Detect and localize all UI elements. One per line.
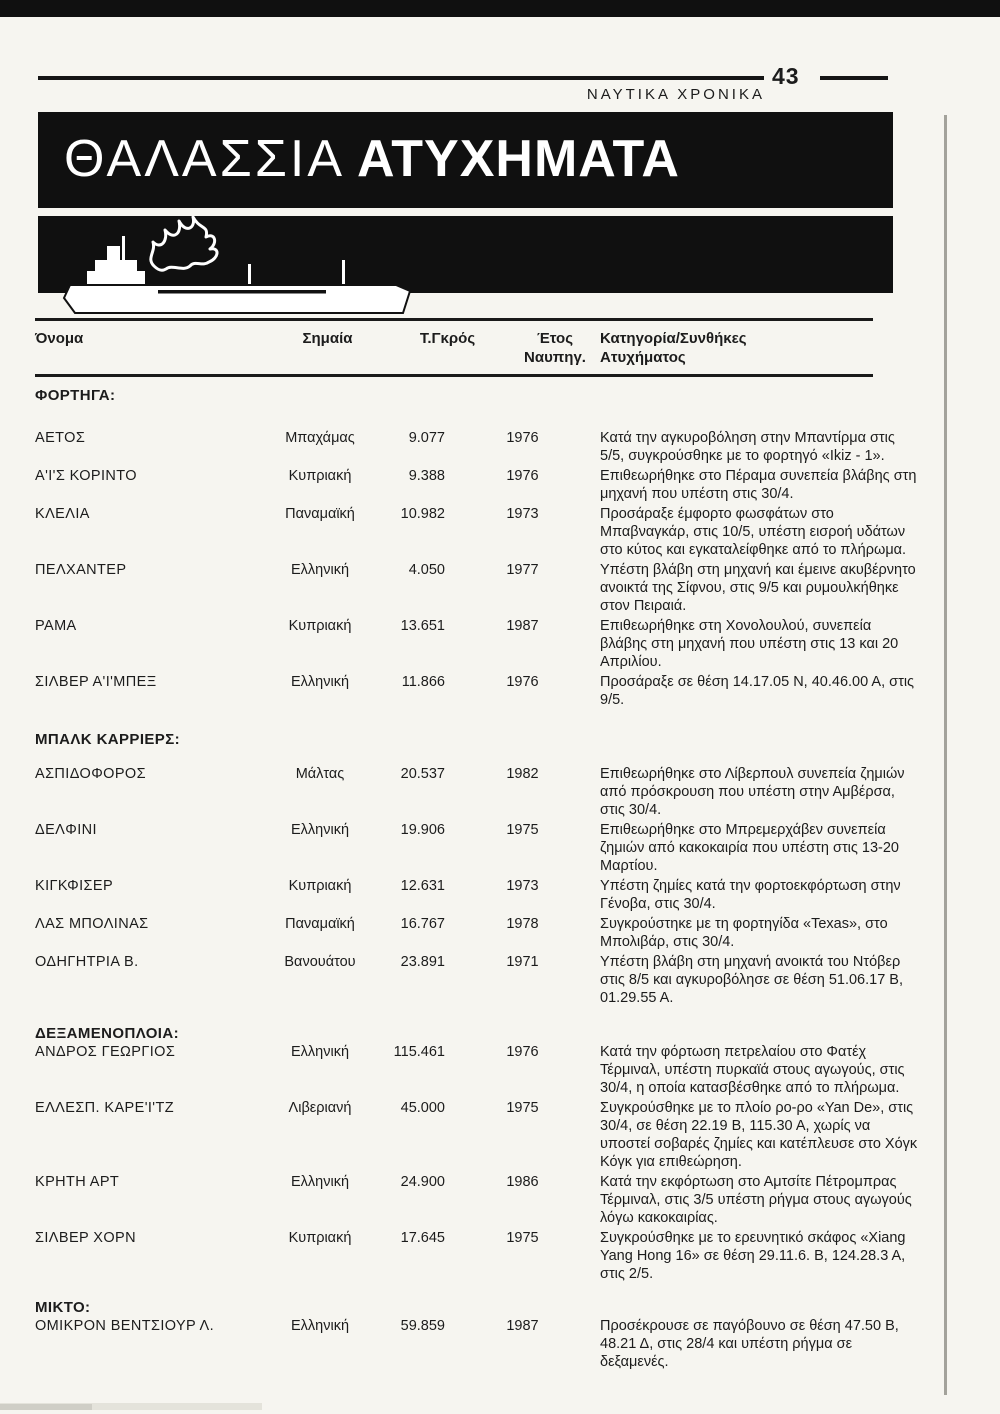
col-header-gross: Τ.Γκρός	[419, 330, 476, 347]
burning-tanker-silhouette-icon	[58, 210, 438, 322]
ship-flag: Παναμαϊκή	[285, 916, 355, 932]
ship-flag: Κυπριακή	[288, 878, 352, 894]
ship-gross-tonnage: 9.077	[408, 430, 445, 446]
header-rule-left	[38, 76, 764, 80]
ship-name: ΠΕΛΧΑΝΤΕΡ	[35, 562, 127, 578]
ship-row	[35, 505, 930, 559]
ship-gross-tonnage: 19.906	[400, 822, 445, 838]
accident-description: Επιθεωρήθηκε στη Χονολουλού, συνεπεία βλάβης στη μηχανή που υπέστη στις 13 και 20 Απριλίου.	[600, 618, 899, 670]
section-label: ΜΙΚΤΟ:	[35, 1299, 91, 1316]
ship-year-built: 1987	[506, 1318, 539, 1334]
scan-fold-line	[944, 115, 947, 1395]
ship-year-built: 1973	[506, 506, 539, 522]
ship-row	[35, 1043, 930, 1097]
ship-year-built: 1987	[506, 618, 539, 634]
ship-year-built: 1975	[506, 1100, 539, 1116]
banner-title	[64, 129, 680, 189]
ship-year-built: 1982	[506, 766, 539, 782]
ship-name: ΕΛΛΕΣΠ. ΚΑΡΕ'Ι'ΤΖ	[35, 1100, 174, 1116]
ship-year-built: 1978	[506, 916, 539, 932]
ship-flag: Ελληνική	[290, 822, 350, 838]
ship-name: ΟΜΙΚΡΟΝ ΒΕΝΤΣΙΟΥΡ Λ.	[35, 1318, 215, 1334]
accident-description: Συγκρούσθηκε με το πλοίο ρο-ρο «Yan De», στις 30/4, σε θέση 22.19 Β, 115.30 Α, χωρίς να υποστεί σοβαρές ζημίες και κατέπλευσε στο Χόγκ Κόγκ για επιθεώρηση.	[600, 1100, 918, 1170]
banner-title-bold: ΑΤΥΧΗΜΑΤΑ	[357, 130, 680, 188]
table-rule-mid	[35, 374, 873, 377]
ship-year-built: 1973	[506, 878, 539, 894]
ship-flag: Κυπριακή	[288, 1230, 352, 1246]
col-header-year	[510, 329, 600, 367]
section-label: ΦΟΡΤΗΓΑ:	[35, 387, 116, 404]
ship-gross-tonnage: 13.651	[400, 618, 445, 634]
ship-flag: Ελληνική	[290, 1174, 350, 1190]
ship-row	[35, 915, 930, 951]
ship-row	[35, 1317, 930, 1371]
section-label: ΔΕΞΑΜΕΝΟΠΛΟΙΑ:	[35, 1025, 179, 1042]
header-rule-right	[820, 76, 888, 80]
accident-description: Προσάραξε έμφορτο φωσφάτων στο Μπαβναγκάρ, στις 10/5, υπέστη εισροή υδάτων στο κύτος και εγκαταλείφθηκε από το πλήρωμα.	[600, 506, 907, 558]
page-number: 43	[772, 63, 800, 89]
accident-description: Υπέστη βλάβη στη μηχανή και έμεινε ακυβέρνητο ανοικτά της Σίφνου, στις 9/5 και ρυμουλκήθηκε στον Πειραιά.	[600, 562, 916, 614]
ship-row	[35, 673, 930, 709]
ship-year-built: 1975	[506, 1230, 539, 1246]
journal-title: ΝΑΥΤΙΚΑ ΧΡΟΝΙΚΑ	[586, 86, 765, 103]
ship-year-built: 1976	[506, 1044, 539, 1060]
accidents-table	[35, 318, 930, 1373]
ship-name: ΑΕΤΟΣ	[35, 430, 86, 446]
ship-gross-tonnage: 12.631	[400, 878, 445, 894]
ship-flag: Κυπριακή	[288, 468, 352, 484]
ship-row	[35, 765, 930, 819]
ship-flag: Ελληνική	[290, 674, 350, 690]
ship-gross-tonnage: 20.537	[400, 766, 445, 782]
col-header-name: Όνομα	[35, 330, 84, 347]
ship-row	[35, 1173, 930, 1227]
ship-name: ΣΙΛΒΕΡ ΧΟΡΝ	[35, 1230, 136, 1246]
accident-description: Επιθεωρήθηκε στο Λίβερπουλ συνεπεία ζημιών από πρόσκρουση που υπέστη στην Αμβέρσα, στις 30/4.	[600, 766, 905, 818]
ship-name: ΡΑΜΑ	[35, 618, 77, 634]
accident-description: Κατά την εκφόρτωση στο Αμτσίτε Πέτρομπρας Τέρμιναλ, στις 3/5 υπέστη ρήγμα στους αγωγούς λόγω κακοκαιρίας.	[600, 1174, 912, 1226]
col-header-category-line1: Κατηγορία/Συνθήκες	[600, 330, 747, 347]
accident-description: Προσάραξε σε θέση 14.17.05 Ν, 40.46.00 Α, στις 9/5.	[600, 674, 915, 708]
ship-year-built: 1975	[506, 822, 539, 838]
col-header-year-line1: Έτος	[536, 330, 574, 347]
banner-title-light: ΘΑΛΑΣΣΙΑ	[64, 130, 346, 188]
ship-row	[35, 821, 930, 875]
ship-gross-tonnage: 24.900	[400, 1174, 445, 1190]
section-banner	[38, 112, 893, 293]
accident-description: Συγκρούστηκε με τη φορτηγίδα «Texas», στο Μπολιβάρ, στις 30/4.	[600, 916, 888, 950]
accident-description: Κατά την αγκυροβόληση στην Μπαντίρμα στις 5/5, συγκρούσθηκε με το φορτηγό «Ikiz - 1».	[600, 430, 895, 464]
ship-name: ΚΡΗΤΗ ΑΡΤ	[35, 1174, 120, 1190]
ship-name: ΑΝΔΡΟΣ ΓΕΩΡΓΙΟΣ	[35, 1044, 176, 1060]
ship-row	[35, 953, 930, 1007]
section-label: ΜΠΑΛΚ ΚΑΡΡΙΕΡΣ:	[35, 731, 181, 748]
ship-name: ΚΛΕΛΙΑ	[35, 506, 90, 522]
ship-gross-tonnage: 11.866	[401, 674, 445, 690]
ship-gross-tonnage: 16.767	[400, 916, 445, 932]
top-edge-bar	[0, 0, 1000, 17]
ship-flag: Λιβεριανή	[288, 1100, 352, 1116]
accident-description: Υπέστη ζημίες κατά την φορτοεκφόρτωση στην Γένοβα, στις 30/4.	[600, 878, 901, 912]
ship-row	[35, 1099, 930, 1171]
ship-flag: Βανουάτου	[284, 954, 356, 970]
ship-row	[35, 1229, 930, 1283]
ship-name: ΔΕΛΦΙΝΙ	[35, 822, 97, 838]
ship-name: ΑΣΠΙΔΟΦΟΡΟΣ	[35, 766, 146, 782]
ship-gross-tonnage: 4.050	[408, 562, 445, 578]
banner-top-block	[38, 112, 893, 208]
ship-year-built: 1976	[506, 430, 539, 446]
ship-name: Α'Ι'Σ ΚΟΡΙΝΤΟ	[35, 468, 137, 484]
ship-name: ΣΙΛΒΕΡ Α'Ι'ΜΠΕΞ	[35, 674, 157, 690]
bottom-edge-smudge-dark	[0, 1404, 92, 1410]
ship-row	[35, 617, 930, 671]
col-header-category	[600, 329, 930, 367]
ship-gross-tonnage: 17.645	[400, 1230, 445, 1246]
ship-flag: Ελληνική	[290, 562, 350, 578]
ship-gross-tonnage: 59.859	[400, 1318, 445, 1334]
ship-row	[35, 877, 930, 913]
ship-flag: Κυπριακή	[288, 618, 352, 634]
ship-gross-tonnage: 9.388	[408, 468, 445, 484]
accident-description: Επιθεωρήθηκε στο Μπρεμερχάβεν συνεπεία ζημιών από κακοκαιρία που υπέστη στις 13-20 Μαρτίου.	[600, 822, 899, 874]
ship-flag: Παναμαϊκή	[285, 506, 355, 522]
accident-description: Προσέκρουσε σε παγόβουνο σε θέση 47.50 Β, 48.21 Δ, στις 28/4 και υπέστη ρήγμα σε δεξαμενές.	[600, 1318, 899, 1370]
ship-gross-tonnage: 10.982	[400, 506, 445, 522]
ship-flag: Μάλτας	[295, 766, 345, 782]
accident-description: Κατά την φόρτωση πετρελαίου στο Φατέχ Τέρμιναλ, υπέστη πυρκαϊά στους αγωγούς, στις 30/4, η οποία κατασβέσθηκε από το πλήρωμα.	[600, 1044, 905, 1096]
ship-row	[35, 467, 930, 503]
accident-description: Υπέστη βλάβη στη μηχανή ανοικτά του Ντόβερ στις 8/5 και αγκυροβόλησε σε θέση 51.06.17 Β, 01.29.55 Α.	[600, 954, 903, 1006]
ship-flag: Μπαχάμας	[285, 430, 355, 446]
col-header-flag: Σημαία	[302, 330, 353, 347]
ship-gross-tonnage: 45.000	[400, 1100, 445, 1116]
ship-flag: Ελληνική	[290, 1044, 350, 1060]
ship-year-built: 1986	[506, 1174, 539, 1190]
ship-year-built: 1976	[506, 674, 539, 690]
table-rule-top	[35, 318, 873, 321]
accidents-table-body	[35, 387, 930, 1371]
accident-description: Επιθεωρήθηκε στο Πέραμα συνεπεία βλάβης στη μηχανή που υπέστη στις 30/4.	[600, 468, 917, 502]
ship-row	[35, 429, 930, 465]
ship-name: ΛΑΣ ΜΠΟΛΙΝΑΣ	[35, 916, 149, 932]
ship-year-built: 1977	[506, 562, 539, 578]
col-header-year-line2: Ναυπηγ.	[524, 349, 586, 366]
accident-description: Συγκρούσθηκε με το ερευνητικό σκάφος «Xiang Yang Hong 16» σε θέση 29.11.6. Β, 124.28.3 Α, στις 2/5.	[600, 1230, 906, 1282]
ship-row	[35, 561, 930, 615]
ship-gross-tonnage: 115.461	[393, 1044, 445, 1060]
ship-flag: Ελληνική	[290, 1318, 350, 1334]
col-header-category-line2: Ατυχήματος	[600, 349, 686, 366]
ship-year-built: 1976	[506, 468, 539, 484]
ship-name: ΚΙΓΚΦΙΣΕΡ	[35, 878, 114, 894]
table-header-row	[35, 329, 930, 367]
ship-year-built: 1971	[506, 954, 539, 970]
ship-gross-tonnage: 23.891	[400, 954, 445, 970]
ship-name: ΟΔΗΓΗΤΡΙΑ Β.	[35, 954, 139, 970]
